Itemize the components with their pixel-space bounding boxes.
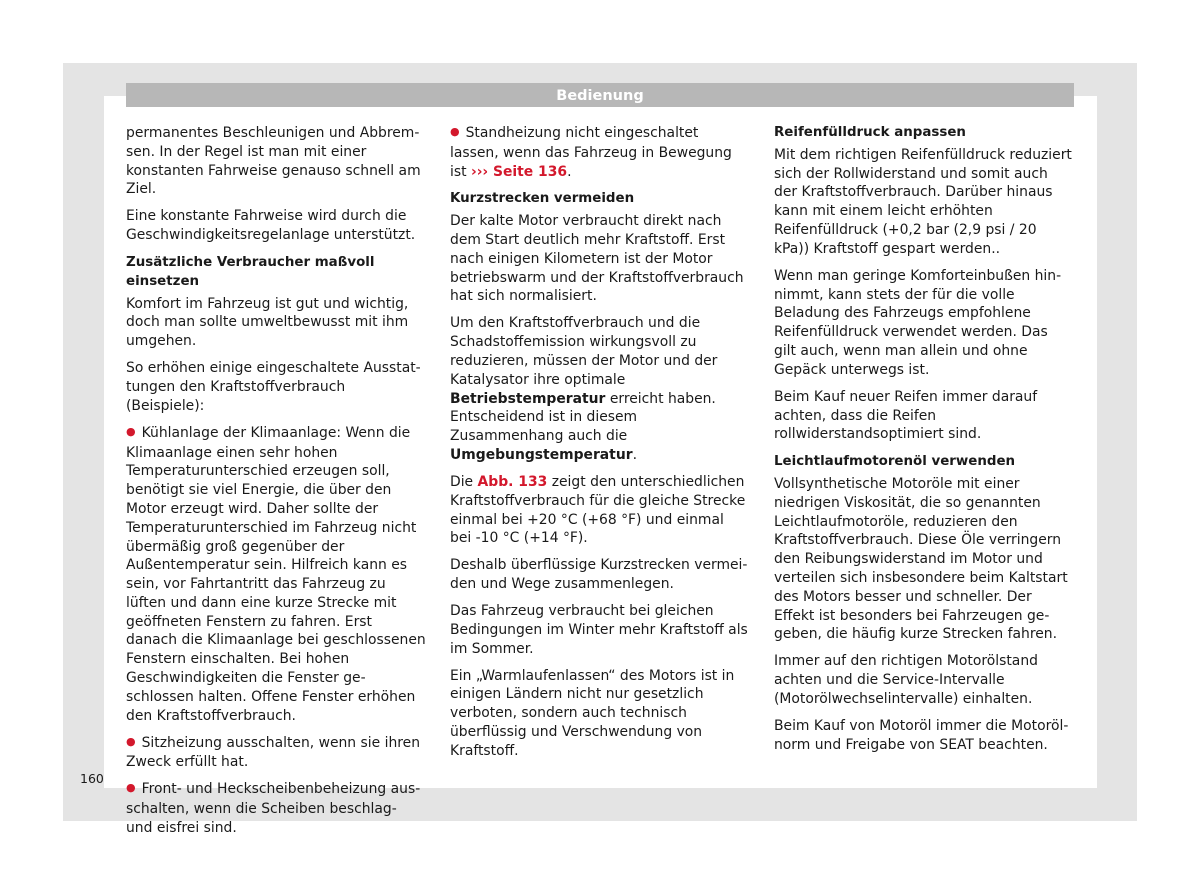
bullet-icon: ● [126,781,136,795]
subheading-verbraucher: Zusätzliche Verbraucher maßvoll einsetzen [126,254,375,289]
list-item: ● Kühlanlage der Klimaanlage: Wenn die Klimaanlage einen sehr hohen Temperaturunterschied erzeugen soll, benötigt sie viel Energie, die über den Motor erzeugt wird. Daher sollte der Temperaturunterschied im Fahrzeug nicht übermäßig groß gegenüber der Außentemperatur sein. Hilfreich kann es sein, vor Fahrtantritt das Fahrzeug zu lüften und dann eine kurze Strecke mit geöffneten Fenstern zu fahren. Erst danach die Klimaanlage bei geschlossenen Fenstern einschalten. Bei hohen Geschwindigkeiten die Fenster geschlossen halten. Offene Fenster erhöhen den Kraftstoffverbrauch. [126,424,426,724]
bullet-icon: ● [126,424,136,438]
emphasis: Umgebungstemperatur [450,446,633,463]
list-item: ● Sitzheizung ausschalten, wenn sie ihren Zweck erfüllt hat. [126,734,420,771]
bullet-icon: ● [126,734,136,748]
paragraph: Wenn man geringe Komforteinbußen hinnimmt, kann stets der für die volle Beladung des Fahrzeugs empfohlene Reifenfülldruck verwendet werden. Das gilt auch, wenn man allein und ohne Gepäck unterwegs ist. [774,267,1062,378]
bullet-icon: ● [450,125,460,138]
paragraph: Ein „Warmlaufenlassen“ des Motors ist in einigen Ländern nicht nur gesetzlich verboten, sondern auch technisch überflüssig und Verschwendung von Kraftstoff. [450,667,735,759]
subheading-reifenfuelldruck: Reifenfülldruck anpassen [774,125,966,140]
paragraph: Komfort im Fahrzeug ist gut und wichtig, doch man sollte umweltbewusst mit ihm umgehen. [126,295,409,350]
column-middle [450,124,748,769]
paragraph: Beim Kauf von Motoröl immer die Motorölnorm und Freigabe von SEAT beachten. [774,717,1069,753]
page-number: 160 [80,771,104,786]
paragraph: Die Abb. 133 zeigt den unterschiedlichen Kraftstoffverbrauch für die gleiche Strecke einmal bei +20 °C (+68 °F) und einmal bei -10 °C (+14 °F). [450,473,746,547]
subheading-leichtlaufmotoroel: Leichtlaufmotorenöl verwenden [774,454,1016,470]
paragraph: Immer auf den richtigen Motorölstand achten und die Service-Intervalle (Motorölwechselintervalle) einhalten. [774,653,1038,707]
paragraph: Das Fahrzeug verbraucht bei gleichen Bedingungen im Winter mehr Kraftstoff als im Sommer. [450,603,748,657]
paragraph: Deshalb überflüssige Kurzstrecken vermeiden und Wege zusammenlegen. [450,557,748,593]
paragraph: Vollsynthetische Motoröle mit einer niedrigen Viskosität, die so genannten Leichtlaufmotoröle, reduzieren den Kraftstoffverbrauch. Diese Öle verringern den Reibungswiderstand im Motor und verteilen sich insbesondere beim Kaltstart des Motors besser und schneller. Der Effekt ist besonders bei Fahrzeugen gegeben, die häufig kurze Strecken fahren. [774,475,1068,643]
paragraph: permanentes Beschleunigen und Abbremsen. In der Regel ist man mit einer konstanten Fahrweise genauso schnell am Ziel. [126,125,421,198]
paragraph: Mit dem richtigen Reifenfülldruck reduziert sich der Rollwiderstand und somit auch der Kraftstoffverbrauch. Darüber hinaus kann mit einem leicht erhöhten Reifenfülldruck (+0,2 bar (2,9 psi / 20 kPa)) Kraftstoff gespart werden.. [774,146,1072,257]
column-left [126,124,426,846]
column-right [774,124,1074,763]
list-item: ● Front- und Heckscheibenbeheizung ausschalten, wenn die Scheiben beschlag- und eisfrei sind. [126,781,421,837]
page-reference-link[interactable]: ››› Seite 136 [470,163,568,180]
paragraph: Der kalte Motor verbraucht direkt nach dem Start deutlich mehr Kraftstoff. Erst nach einigen Kilometern ist der Motor betriebswarm und der Kraftstoffverbrauch hat sich normalisiert. [450,213,744,305]
paragraph: Beim Kauf neuer Reifen immer darauf achten, dass die Reifen rollwiderstandsoptimiert sind. [774,388,1038,443]
list-item: ● Standheizung nicht eingeschaltet lassen, wenn das Fahrzeug in Bewegung ist ››› Seite 136. [450,125,732,180]
section-header: Bedienung [126,83,1074,107]
emphasis: Betriebstemperatur [450,390,606,407]
figure-reference-link[interactable]: Abb. 133 [477,473,548,490]
subheading-kurzstrecken: Kurzstrecken vermeiden [450,191,635,207]
paragraph: Um den Kraftstoffverbrauch und die Schadstoffemission wirkungsvoll zu reduzieren, müssen der Motor und der Katalysator ihre optimale Betriebstemperatur erreicht haben. Entscheidend ist in diesem Zusammenhang auch die Umgebungstemperatur. [450,315,718,463]
paragraph: Eine konstante Fahrweise wird durch die Geschwindigkeitsregelanlage unterstützt. [126,208,416,244]
paragraph: So erhöhen einige eingeschaltete Ausstattungen den Kraftstoffverbrauch (Beispiele): [126,360,421,414]
